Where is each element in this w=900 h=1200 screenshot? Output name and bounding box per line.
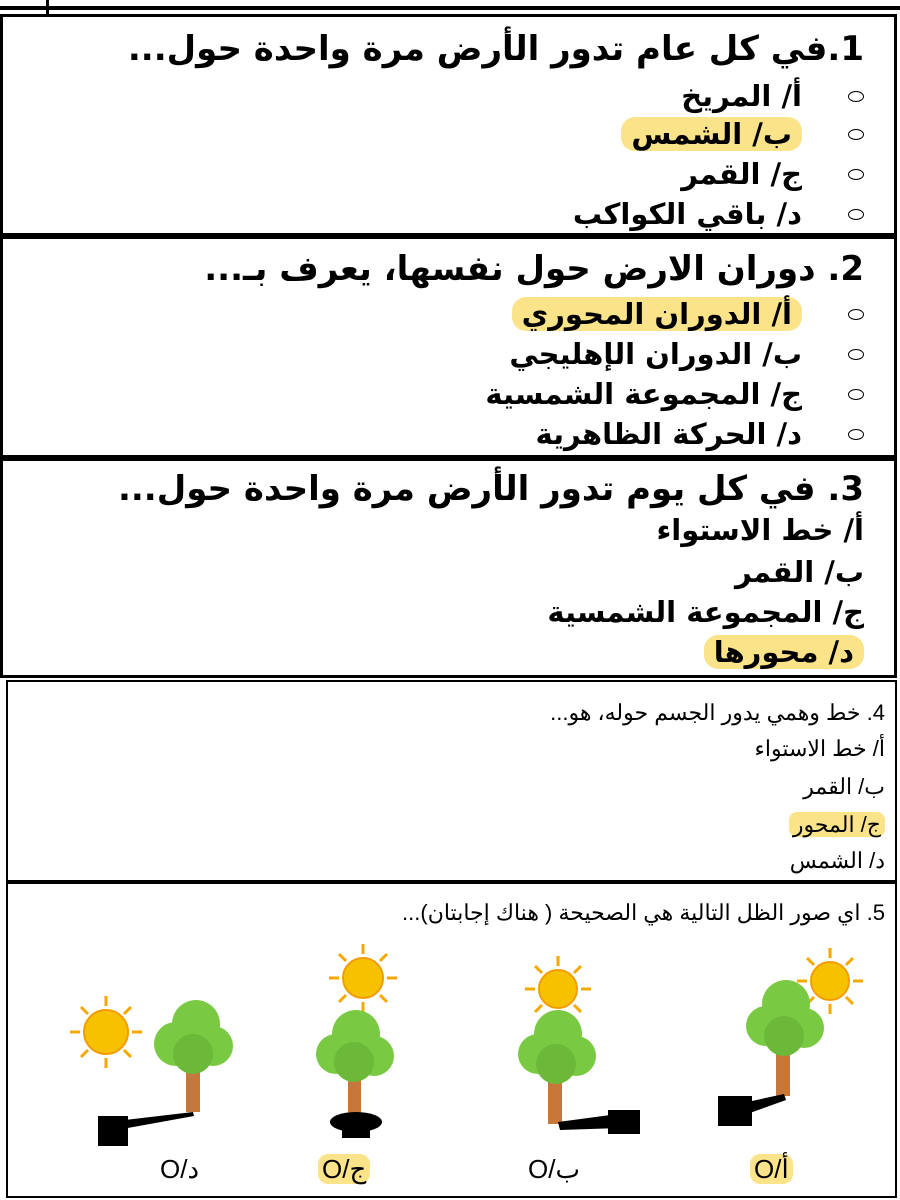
q4-option-d[interactable]: د/ الشمس (789, 848, 885, 873)
shadow-mark (718, 1094, 786, 1126)
q1-option-d[interactable]: د/ باقي الكواكب (573, 197, 864, 231)
q3-option-a[interactable]: أ/ خط الاستواء (656, 513, 864, 547)
radio-icon[interactable] (848, 91, 864, 102)
radio-icon[interactable] (848, 209, 864, 220)
radio-icon[interactable] (848, 169, 864, 180)
scene-d-illustration (68, 994, 248, 1164)
q3-option-b[interactable]: ب/ القمر (734, 555, 864, 589)
highlight-mark: ج/ المحور (789, 812, 885, 837)
radio-icon[interactable] (848, 309, 864, 320)
question-2-block (0, 236, 897, 458)
q5-label-b[interactable]: ب/O (528, 1154, 580, 1184)
highlight-mark: أ/ الدوران المحوري (512, 297, 802, 331)
question-4-title: 4. خط وهمي يدور الجسم حوله، هو... (550, 700, 885, 725)
q2-option-d[interactable]: د/ الحركة الظاهرية (536, 417, 864, 451)
question-1-block (0, 14, 897, 236)
q4-option-b[interactable]: ب/ القمر (803, 774, 885, 799)
q5-label-a[interactable] (750, 1154, 793, 1185)
highlight-mark: ج/O (318, 1154, 370, 1184)
question-3-title: 3. في كل يوم تدور الأرض مرة واحدة حول... (117, 469, 864, 509)
highlight-mark: أ/O (750, 1154, 793, 1184)
q1-option-a[interactable]: أ/ المريخ (681, 79, 864, 113)
shadow-mark (558, 1110, 640, 1134)
radio-icon[interactable] (848, 429, 864, 440)
q4-option-c[interactable] (789, 812, 885, 838)
highlight-mark: ب/ الشمس (621, 117, 802, 151)
q5-label-d[interactable]: د/O (160, 1154, 200, 1184)
question-5-title: 5. اي صور الظل التالية هي الصحيحة ( هناك إجابتان)... (402, 900, 885, 925)
question-5-block (6, 882, 897, 1198)
q3-option-d[interactable] (704, 635, 864, 669)
radio-icon[interactable] (848, 349, 864, 360)
scene-a-illustration (708, 946, 868, 1156)
q4-option-a[interactable]: أ/ خط الاستواء (754, 736, 885, 761)
scene-b-illustration (508, 954, 668, 1154)
question-1-title: 1.في كل عام تدور الأرض مرة واحدة حول... (127, 29, 864, 69)
question-4-block (6, 680, 897, 882)
radio-icon[interactable] (848, 389, 864, 400)
tree-icon (154, 1000, 233, 1112)
highlight-mark: د/ محورها (704, 635, 864, 669)
question-2-title: 2. دوران الارض حول نفسها، يعرف بـ... (204, 249, 864, 289)
top-rule (0, 6, 900, 10)
q2-option-c[interactable]: ج/ المجموعة الشمسية (485, 377, 864, 411)
tree-icon (316, 1010, 394, 1120)
tree-icon (518, 1010, 596, 1124)
sun-icon (329, 944, 397, 1012)
scene-c-illustration (308, 942, 418, 1152)
q2-option-a[interactable] (512, 297, 864, 331)
radio-icon[interactable] (848, 129, 864, 140)
q1-option-c[interactable]: ج/ القمر (681, 157, 864, 191)
question-3-block (0, 458, 897, 678)
sun-icon (70, 996, 142, 1068)
shadow-mark (98, 1112, 194, 1146)
q2-option-b[interactable]: ب/ الدوران الإهليجي (509, 337, 864, 371)
q1-option-b[interactable] (621, 117, 864, 151)
q3-option-c[interactable]: ج/ المجموعة الشمسية (547, 595, 864, 629)
q5-label-c[interactable] (318, 1154, 370, 1185)
shadow-mark (330, 1112, 382, 1138)
